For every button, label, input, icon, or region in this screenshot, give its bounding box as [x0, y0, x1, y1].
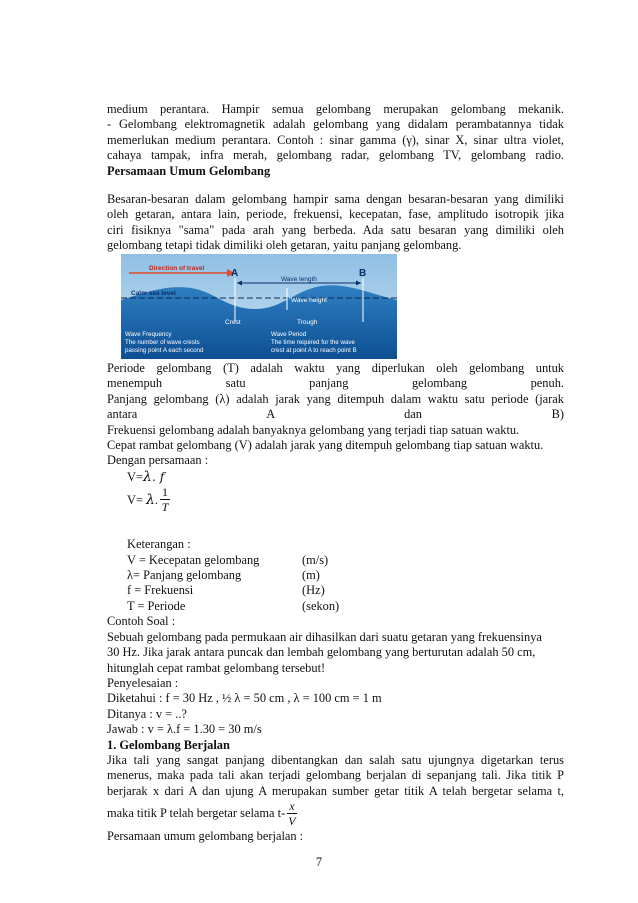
point-b-label: B: [359, 268, 367, 279]
text-line: ciri fisiknya "sama" pada arah yang berbeda. Ada satu besaran yang dimiliki oleh: [107, 222, 564, 237]
crest-label: Crest: [225, 319, 241, 326]
equation-2: V= λ . $\frac{1}{T}$: [127, 485, 169, 515]
text-line: Besaran-besaran dalam gelombang hampir sama dengan besaran-besaran yang dimiliki: [107, 192, 564, 207]
period-line1: The time required for the wave: [271, 339, 355, 346]
text-line: menempuh satu panjang gelombang penuh.: [107, 376, 564, 391]
definitions-paragraph: [107, 361, 564, 845]
period-line2: crest at point A to reach point B: [271, 347, 357, 354]
intro-paragraph: [107, 102, 564, 254]
text-line: Persamaan umum gelombang berjalan :: [107, 829, 304, 844]
text-line: Dengan persamaan :: [107, 453, 209, 468]
text-line: hitunglah cepat rambat gelombang tersebut!: [107, 660, 326, 675]
text-line: Diketahui : f = 30 Hz , ½ λ = 50 cm , λ = 100 cm = 1 m: [107, 691, 382, 706]
keterangan-title: Keterangan :: [127, 537, 191, 552]
text-line: 30 Hz. Jika jarak antara puncak dan lembah gelombang yang berturutan adalah 50 cm,: [107, 645, 536, 660]
text-line: antara A dan B): [107, 407, 564, 422]
equation-fraction: $\frac{1}{T}$: [161, 485, 169, 515]
wave-length-label: Wave length: [281, 276, 317, 283]
text-line: menerus, maka pada tali akan terjadi gelombang berjalan di sepanjang tali. Jika titik P: [107, 768, 564, 783]
text-line: Jawab : v = λ.f = 1.30 = 30 m/s: [107, 722, 262, 737]
trough-label: Trough: [297, 319, 318, 326]
text-line: oleh getaran, antara lain, periode, frekuensi, kecepatan, fase, amplitudo isotropik jika: [107, 207, 564, 222]
contoh-title: Contoh Soal :: [107, 614, 176, 629]
text-line: Cepat rambat gelombang (V) adalah jarak yang ditempuh gelombang tiap satuan waktu.: [107, 438, 544, 453]
section-heading-persamaan: Persamaan Umum Gelombang: [107, 163, 271, 178]
frequency-line1: The number of wave crests: [125, 339, 200, 346]
page-number: 7: [315, 855, 323, 869]
text-line: Frekuensi gelombang adalah banyaknya gelombang yang terjadi tiap satuan waktu.: [107, 422, 520, 437]
keterangan-row: λ= Panjang gelombang (m): [127, 568, 320, 583]
section-heading-berjalan: 1. Gelombang Berjalan: [107, 737, 230, 752]
period-title: Wave Period: [271, 331, 307, 338]
wave-height-label: Wave height: [291, 297, 327, 304]
text-line: Ditanya : v = ..?: [107, 706, 187, 721]
text-line: Panjang gelombang (λ) adalah jarak yang ditempuh dalam waktu satu periode (jarak: [107, 391, 564, 406]
equation-1: V=λ. f: [127, 468, 165, 485]
text-line: gelombang tetapi tidak dimiliki oleh getaran, yaitu panjang gelombang.: [107, 238, 462, 253]
wave-diagram-image: [121, 254, 397, 359]
keterangan-row: f = Frekuensi (Hz): [127, 583, 325, 598]
frequency-title: Wave Frequency: [125, 331, 172, 338]
frequency-line2: passing point A each second: [125, 347, 204, 354]
text-line: - Gelombang elektromagnetik adalah gelombang yang didalam perambatannya tidak: [107, 117, 564, 132]
text-line: Periode gelombang (T) adalah waktu yang diperlukan oleh gelombang untuk: [107, 361, 564, 375]
keterangan-row: T = Periode (sekon): [127, 598, 340, 613]
text-line: memerlukan medium perantara. Contoh : sinar gamma (γ), sinar X, sinar ultra violet,: [107, 132, 564, 147]
text-line: Jika tali yang sangat panjang dibentangkan dan salah satu ujungnya digetarkan terus: [107, 752, 564, 767]
x-over-v-fraction: $\frac{x}{V}$: [288, 799, 296, 829]
text-line-with-fraction: maka titik P telah bergetar selama t- $\frac{x}{V}$: [107, 799, 296, 829]
calm-sea-label: Calm sea level: [131, 290, 176, 297]
keterangan-block: [107, 537, 564, 614]
keterangan-row: V = Kecepatan gelombang (m/s): [127, 552, 329, 567]
text-line: medium perantara. Hampir semua gelombang merupakan gelombang mekanik.: [107, 102, 564, 116]
point-a-label: A: [231, 268, 239, 279]
direction-label: Direction of travel: [149, 265, 205, 272]
text-line: cahaya tampak, infra merah, gelombang radar, gelombang TV, gelombang radio.: [107, 148, 564, 163]
text-line: Penyelesaian :: [107, 675, 179, 690]
text-line: berjarak x dari A dan ujung A merupakan sumber getar titik A telah bergetar selama t,: [107, 783, 564, 798]
text-line: Sebuah gelombang pada permukaan air dihasilkan dari suatu getaran yang frekuensinya: [107, 629, 542, 644]
